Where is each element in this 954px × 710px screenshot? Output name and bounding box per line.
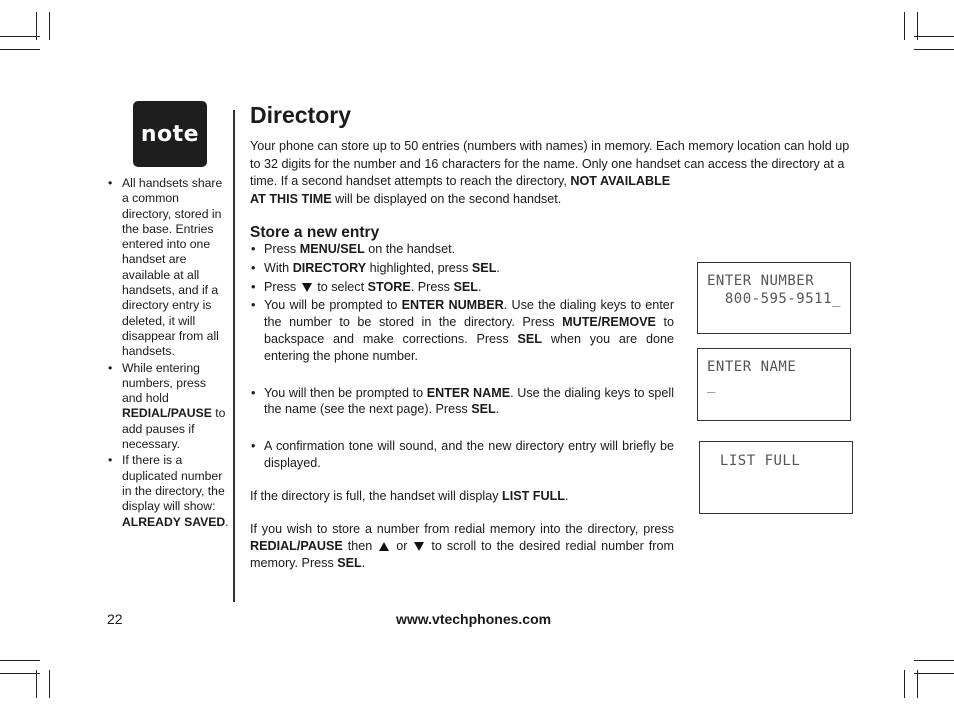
- step-item: • A confirmation tone will sound, and the new directory entry will briefly be displayed.: [250, 438, 674, 472]
- down-arrow-icon: [302, 283, 312, 292]
- lcd-line: ENTER NAME: [707, 359, 797, 375]
- lcd-list-full-screen: [699, 441, 853, 514]
- lcd-line: ENTER NUMBER: [707, 273, 815, 289]
- crop-mark: [0, 673, 40, 674]
- redial-paragraph: If you wish to store a number from redial memory into the directory, press REDIAL/PAUSE then or to scroll to the desired redial number from memory. Press SEL.: [250, 522, 674, 570]
- step-item: • Press to select STORE. Press SEL.: [250, 279, 674, 296]
- crop-mark: [36, 670, 37, 698]
- lcd-enter-number-screen: [697, 262, 851, 334]
- crop-mark: [914, 36, 954, 37]
- section-title: Store a new entry: [250, 224, 380, 241]
- step-item: • You will then be prompted to ENTER NAME. Use the dialing keys to spell the name (see the next page). Press SEL.: [250, 385, 674, 419]
- lcd-enter-name-screen: [697, 348, 851, 421]
- lcd-line: _: [707, 377, 716, 393]
- crop-mark: [914, 49, 954, 50]
- sidebar-note-item: • While entering numbers, press and hold REDIAL/PAUSE to add pauses if necessary.: [107, 361, 229, 453]
- crop-mark: [0, 660, 40, 661]
- note-logo-label: note: [140, 121, 200, 147]
- crop-mark: [49, 12, 50, 40]
- page-number: 22: [107, 611, 123, 627]
- crop-mark: [914, 673, 954, 674]
- footer-url: www.vtechphones.com: [396, 611, 552, 627]
- up-arrow-icon: [379, 542, 389, 551]
- crop-mark: [917, 670, 918, 698]
- down-arrow-icon: [414, 542, 424, 551]
- lcd-line: 800-595-9511_: [707, 291, 841, 307]
- sidebar-note-item: • All handsets share a common directory, stored in the base. Entries entered into one handset are available at all handsets, and if a directory entry is deleted, it will disappear from all handsets.: [107, 176, 229, 360]
- lcd-line: LIST FULL: [711, 453, 801, 469]
- note-logo: [133, 101, 207, 167]
- list-full-paragraph: If the directory is full, the handset will display LIST FULL.: [250, 489, 569, 503]
- crop-mark: [0, 49, 40, 50]
- steps-list: [250, 241, 674, 472]
- step-item: • You will be prompted to ENTER NUMBER. Use the dialing keys to enter the number to be stored in the directory. Press MUTE/REMOVE to backspace and make corrections. Press SEL when you are done entering the phone number.: [250, 297, 674, 364]
- crop-mark: [914, 660, 954, 661]
- page-title: Directory: [250, 102, 351, 128]
- intro-paragraph: Your phone can store up to 50 entries (numbers with names) in memory. Each memory location can hold up to 32 digits for the number and 16 characters for the name. Only one handset can access the directory at a time. If a second handset attempts to reach the directory, NOT AVAILABLE AT THIS TIME will be displayed on the second handset.: [250, 139, 850, 206]
- crop-mark: [904, 670, 905, 698]
- crop-mark: [0, 36, 40, 37]
- sidebar-notes: [107, 176, 229, 530]
- sidebar-note-item: • If there is a duplicated number in the directory, the display will show: ALREADY SAVED.: [107, 453, 229, 529]
- crop-mark: [904, 12, 905, 40]
- step-item: • With DIRECTORY highlighted, press SEL.: [250, 260, 674, 277]
- column-divider: [233, 110, 235, 602]
- step-item: • Press MENU/SEL on the handset.: [250, 241, 674, 258]
- crop-mark: [49, 670, 50, 698]
- crop-mark: [917, 12, 918, 40]
